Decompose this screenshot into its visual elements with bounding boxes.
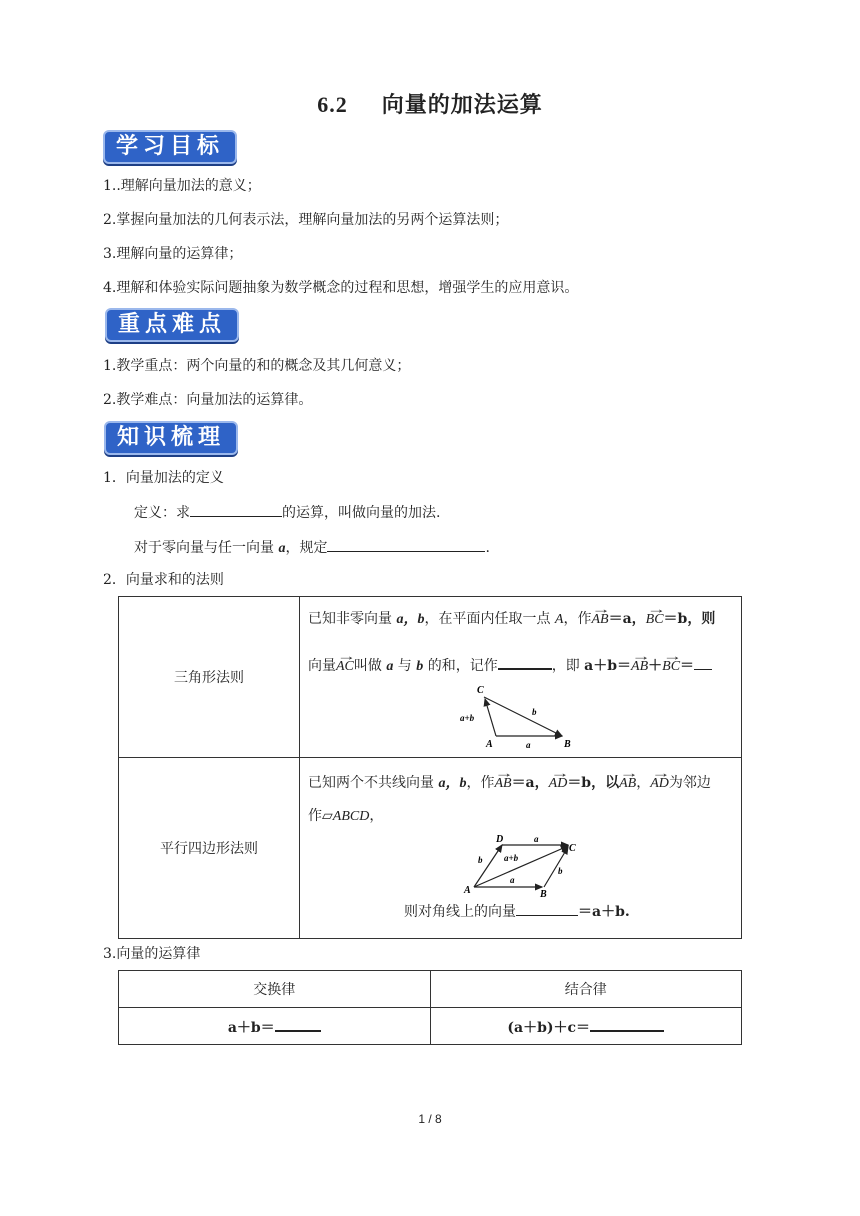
- zero-var: a: [278, 541, 286, 556]
- vector-bc: → BC: [646, 610, 664, 630]
- para-label-b: B: [540, 888, 547, 897]
- triangle-line-2: [308, 654, 733, 677]
- para-l3-a: 则对角线上的向量: [404, 903, 516, 920]
- law-associative-cell: [430, 1008, 742, 1045]
- para-l3-b: ＝a＋b.: [578, 903, 630, 920]
- def-prefix: 定义：求: [134, 505, 190, 521]
- law-commutative-blank: [275, 1016, 321, 1032]
- tri-edge-ac: [485, 699, 496, 736]
- law-associative-blank: [590, 1016, 664, 1032]
- para-edge-bc: [544, 847, 568, 887]
- para-label-c: C: [569, 842, 576, 854]
- para-label-a: A: [464, 884, 471, 896]
- para-label-b-left: b: [478, 854, 483, 865]
- tri-label-a: A: [486, 739, 493, 750]
- addition-rules-table: [118, 596, 742, 939]
- key-points-badge: 重点难点: [105, 308, 239, 342]
- para-label-a-bottom: a: [510, 874, 515, 885]
- para-blank-diagonal: [516, 901, 578, 916]
- goal-item-3: 3.理解向量的运算律；: [103, 246, 243, 262]
- tri-edge-cb: [484, 697, 562, 736]
- def-suffix: 的运算，叫做向量的加法.: [282, 505, 441, 521]
- law-commutative-text: a＋b＝: [227, 1019, 275, 1036]
- tri-var-b: b: [416, 659, 424, 674]
- def-blank: [190, 502, 282, 517]
- page-title: [0, 88, 860, 119]
- triangle-rule-label: 三角形法则: [119, 597, 300, 758]
- goal-item-1: 1..理解向量加法的意义；: [103, 178, 261, 194]
- law-header-commutative: 交换律: [119, 971, 431, 1008]
- tri-eq-b: ＝b，则: [663, 611, 716, 627]
- para-line-2: [308, 806, 733, 827]
- tri-l2-e: ，即: [551, 658, 585, 674]
- para-vector-ab: → AB: [494, 774, 511, 794]
- tri-var-a: a: [386, 659, 394, 674]
- heading-definition: 1．向量加法的定义: [103, 470, 224, 486]
- tri-label-b: B: [564, 739, 571, 750]
- tri-eq-a: ＝a，: [608, 611, 646, 627]
- para-text-a: 已知两个不共线向量: [308, 774, 439, 791]
- para-label-d: D: [496, 833, 504, 845]
- tri-l2-c: 与: [393, 658, 417, 674]
- para-vector-ab-2: → AB: [619, 774, 636, 794]
- para-comma: ，: [636, 774, 651, 791]
- knowledge-badge: 知识梳理: [104, 421, 238, 455]
- law-commutative-cell: [119, 1008, 431, 1045]
- section-number: 6.2: [317, 92, 348, 117]
- para-line-3: [404, 901, 733, 922]
- tri-l2-a: 向量: [308, 658, 336, 674]
- para-eq-b: ＝b，以: [567, 774, 620, 791]
- para-label-a-top: a: [534, 833, 539, 844]
- vector-ac: → AC: [336, 657, 354, 677]
- goal-item-4: 4.理解和体验实际问题抽象为数学概念的过程和思想，增强学生的应用意识。: [103, 280, 579, 296]
- vector-ab-2: → AB: [631, 657, 648, 677]
- triangle-rule-content: [300, 597, 742, 758]
- para-label-ab: a+b: [504, 852, 519, 863]
- tri-eq: ＝: [680, 658, 695, 674]
- vector-bc-2: → BC: [662, 657, 680, 677]
- para-line-1: [308, 773, 733, 794]
- key-point-1: 1.教学重点：两个向量的和的概念及其几何意义；: [103, 358, 411, 374]
- para-abcd: ABCD: [332, 808, 370, 824]
- tri-text-a: 已知非零向量: [308, 611, 397, 627]
- tri-text-c: ，作: [563, 611, 592, 627]
- para-eq-a: ＝a，: [511, 774, 549, 791]
- triangle-figure: [456, 681, 606, 751]
- law-header-associative: 结合律: [430, 971, 742, 1008]
- tri-l2-d: 的和，记作: [423, 658, 498, 674]
- zero-mid: ，规定: [285, 540, 328, 556]
- parallelogram-rule-content: [300, 758, 742, 939]
- para-vector-ad-2: → AD: [650, 774, 669, 794]
- para-l2-b: ，: [369, 807, 384, 824]
- zero-prefix: 对于零向量与任一向量: [134, 540, 279, 556]
- para-vector-ad: → AD: [549, 774, 568, 794]
- heading-rules: 2．向量求和的法则: [103, 572, 224, 588]
- key-point-2: 2.教学难点：向量加法的运算律。: [103, 392, 313, 408]
- para-text-b: ，作: [466, 774, 495, 791]
- table-row-parallelogram: [119, 758, 742, 939]
- operation-laws-table: [118, 970, 742, 1045]
- para-l2-a: 作▱: [308, 807, 333, 824]
- zero-vector-line: [134, 537, 490, 559]
- parallelogram-figure: [458, 831, 588, 897]
- title-text: 向量的加法运算: [381, 92, 543, 118]
- tri-label-a-vec: a: [526, 740, 531, 750]
- page-number: 1 / 8: [418, 1112, 442, 1126]
- goals-badge: 学习目标: [103, 130, 237, 164]
- zero-end: .: [485, 540, 490, 556]
- tri-l2-b: 叫做: [353, 658, 387, 674]
- laws-value-row: [119, 1008, 742, 1045]
- tri-text-b: ，在平面内任取一点: [424, 611, 555, 627]
- tri-vars: a，b: [396, 612, 425, 627]
- law-associative-text: (a＋b)＋c＝: [507, 1019, 591, 1036]
- heading-laws: 3.向量的运算律: [103, 946, 201, 962]
- para-vars: a，b: [438, 775, 467, 791]
- tri-sum: a＋b＝: [584, 658, 632, 674]
- triangle-line-1: [308, 609, 733, 630]
- tri-label-c: C: [477, 685, 484, 696]
- tri-blank-sum: [498, 654, 552, 670]
- vector-ab: → AB: [591, 610, 608, 630]
- parallelogram-rule-label: 平行四边形法则: [119, 758, 300, 939]
- table-row-triangle: [119, 597, 742, 758]
- tri-plus: ＋: [648, 658, 663, 674]
- laws-header-row: [119, 971, 742, 1008]
- tri-point-a: A: [554, 612, 564, 627]
- tri-blank-end: [694, 655, 712, 670]
- para-text-c: 为邻边: [668, 774, 711, 791]
- tri-label-ab: a+b: [460, 713, 475, 723]
- tri-label-b-vec: b: [532, 707, 537, 717]
- definition-line: [134, 502, 440, 523]
- zero-blank: [327, 537, 485, 552]
- goal-item-2: 2.掌握向量加法的几何表示法，理解向量加法的另两个运算法则；: [103, 212, 509, 228]
- para-label-b-right: b: [558, 865, 563, 876]
